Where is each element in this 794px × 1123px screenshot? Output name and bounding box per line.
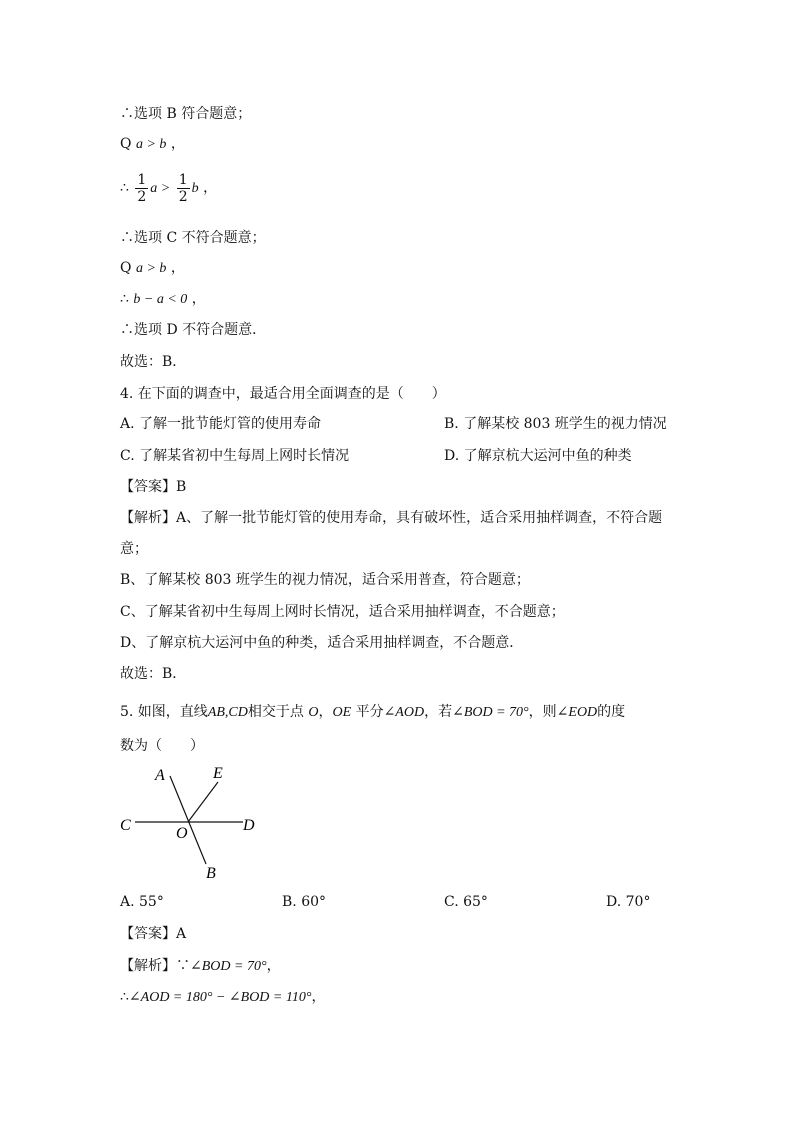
q5-answer: 【答案】A [120, 926, 187, 942]
q5-angle-bod: ∠BOD = 70° [452, 705, 529, 720]
fraction-half-2 [177, 172, 190, 205]
q5-analysis-1 [120, 956, 281, 977]
proof-line-option-c: ∴选项 C 不符合题意； [120, 230, 266, 246]
q4-option-a: A. 了解一批节能灯管的使用寿命 [120, 416, 322, 432]
q5-stem-text: 的度 [597, 704, 626, 720]
comma: ， [170, 260, 185, 276]
expr-a-gt-b: a > b [135, 261, 167, 276]
q5-stem-text: 平分 [355, 704, 384, 720]
label-c: C [120, 817, 131, 834]
q5-analysis-2 [120, 987, 325, 1008]
label-d: D [243, 817, 255, 834]
q4-analysis-c: C、了解某省初中生每周上网时长情况，适合采用抽样调查，不合题意； [120, 604, 565, 620]
comma: ， [203, 180, 218, 196]
q5-option-b: B. 60° [282, 894, 327, 910]
q5-stem-text: 5. 如图，直线 [120, 704, 208, 720]
q4-option-c: C. 了解某省初中生每周上网时长情况 [120, 448, 350, 464]
fraction-denominator: 2 [178, 188, 188, 205]
label-a: A [155, 767, 165, 784]
label-b: B [206, 865, 216, 882]
label-o: O [176, 825, 188, 842]
q5-stem-text: 相交于点 [247, 704, 304, 720]
line-ab [170, 776, 206, 864]
q5-stem-text: ，则 [528, 704, 557, 720]
q4-choose: 故选：B． [120, 666, 187, 682]
fraction-numerator: 1 [178, 171, 188, 188]
comma: ， [170, 136, 185, 152]
proof-line-half [120, 168, 217, 209]
q5-stem-text: ，若 [424, 704, 453, 720]
expr-a-gt-b: a > b [135, 137, 167, 152]
q5-stem-line2: 数为（ ） [120, 738, 204, 754]
fraction-half-1 [135, 172, 148, 205]
q5-lines-ab-cd: AB,CD [207, 705, 248, 720]
q4-analysis-d: D、了解京杭大运河中鱼的种类，适合采用抽样调查，不合题意． [120, 635, 524, 651]
proof-line-option-b: ∴选项 B 符合题意； [120, 106, 252, 122]
expr-a-gt: a > [150, 181, 171, 196]
therefore-symbol: ∴ [120, 989, 129, 1005]
therefore-symbol: ∴ [120, 291, 129, 307]
q-glyph: Q [120, 260, 132, 276]
q4-option-d: D. 了解京杭大运河中鱼的种类 [444, 448, 632, 464]
q5-analysis-expr: ∠BOD = 70° [190, 959, 267, 974]
q5-analysis-prefix: 【解析】∵ [120, 958, 190, 974]
proof-line-option-d: ∴选项 D 不符合题意． [120, 322, 267, 338]
q5-option-d: D. 70° [606, 894, 651, 910]
fraction-denominator: 2 [137, 188, 147, 205]
proof-line-given-1 [120, 134, 185, 155]
expr-b: b [191, 181, 199, 196]
q-glyph: Q [120, 136, 132, 152]
expr-b-minus-a: b − a < 0 [133, 292, 188, 307]
comma: ， [266, 958, 281, 974]
q4-option-b: B. 了解某校 803 班学生的视力情况 [444, 416, 667, 432]
q5-angle-eod: ∠EOD [556, 705, 598, 720]
q4-stem: 4. 在下面的调查中，最适合用全面调查的是（ ） [120, 386, 446, 402]
q5-figure [115, 762, 265, 882]
q5-option-c: C. 65° [444, 894, 488, 910]
q4-answer: 【答案】B [120, 479, 187, 495]
q4-analysis-a: 【解析】A、了解一批节能灯管的使用寿命，具有破坏性，适合采用抽样调查，不符合题 [120, 510, 663, 526]
q5-analysis-expr: ∠AOD = 180° − ∠BOD = 110° [128, 990, 312, 1005]
proof-line-choose: 故选：B． [120, 354, 187, 370]
label-e: E [213, 765, 223, 782]
proof-line-given-2 [120, 258, 185, 279]
therefore-symbol: ∴ [120, 180, 129, 196]
q5-point-o: O [308, 705, 319, 720]
q5-stem-line1 [120, 702, 625, 723]
q5-stem-text: ， [318, 704, 333, 720]
comma: ， [311, 989, 326, 1005]
q5-option-a: A. 55° [120, 894, 164, 910]
q4-analysis-b: B、了解某校 803 班学生的视力情况，适合采用普查，符合题意； [120, 572, 530, 588]
q5-ray-oe: OE [332, 705, 352, 720]
ray-oe [188, 782, 218, 822]
q5-angle-aod: ∠AOD [383, 705, 425, 720]
q4-analysis-a-cont: 意； [120, 541, 148, 557]
fraction-numerator: 1 [137, 171, 147, 188]
comma: ， [191, 291, 206, 307]
proof-line-b-minus-a [120, 289, 206, 310]
